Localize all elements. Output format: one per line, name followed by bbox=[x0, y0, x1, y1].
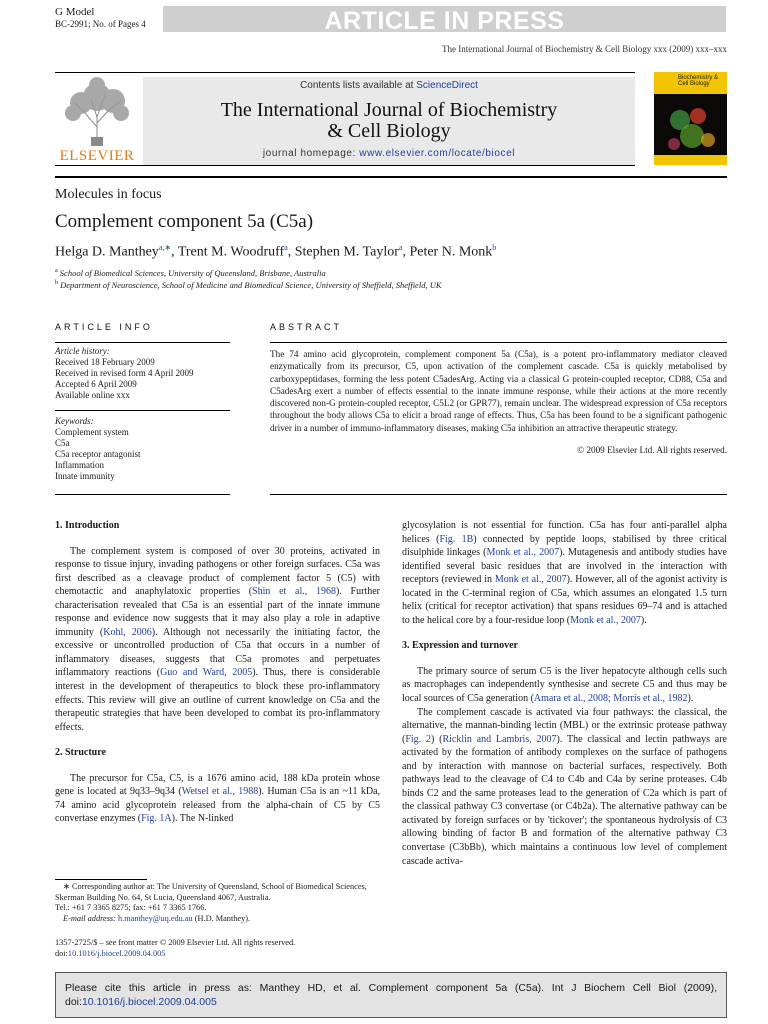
journal-header-panel bbox=[143, 77, 635, 165]
author-sup[interactable]: a bbox=[398, 243, 403, 252]
elsevier-wordmark: ELSEVIER bbox=[59, 148, 135, 164]
info-end-rule bbox=[55, 494, 230, 495]
keyword-item: C5a receptor antagonist bbox=[55, 449, 141, 459]
header-rule-bottom bbox=[55, 165, 635, 166]
journal-title-line2: & Cell Biology bbox=[327, 120, 451, 142]
sciencedirect-link[interactable]: ScienceDirect bbox=[416, 80, 478, 91]
text-run: ). Human C5a is an ~11 kDa, 74 amino acid glycoprotein released from the alpha-chain of C5 by C5 convertase enzymes ( bbox=[55, 786, 381, 825]
abstract-text: The 74 amino acid glycoprotein, complement component 5a (C5a), is a potent pro-inflammatory mediator cleaved enzymatically from its precursor, C5, upon activation of the complement cascade. C5a is quickly metabolised by carboxypeptidases, forming the less potent C5adesArg. Acting via a classical G protein-coupled receptor, CD88, C5a and C5adesArg exert a number of effects essential to the innate immune response, while their actions at the more recently discovered non-G protein-coupled receptor, C5L2 (or GPR77), remain unclear. The widespread expression of C5a receptors throughout the body allows C5a to elicit a broad range of effects. Thus, C5a has been found to be a significant pathogenic driver in a number of immuno-inflammatory diseases, making C5a inhibition an attractive therapeutic strategy. bbox=[270, 349, 727, 433]
left-column bbox=[55, 519, 380, 826]
tree-icon bbox=[55, 77, 139, 147]
keywords-rule bbox=[55, 410, 230, 411]
copyright: © 2009 Elsevier Ltd. All rights reserved. bbox=[577, 445, 727, 455]
keywords bbox=[55, 416, 230, 482]
figure-link[interactable]: Fig. 1B bbox=[439, 533, 474, 545]
text-run: ). Thus, there is considerable interest in the development of therapeutics to block these pro-inflammatory effects. This review will give an outline of current knowledge on C5a and the therapeutic strategies that have been developed to combat its pro-inflammatory effects. bbox=[55, 667, 381, 733]
citation-link[interactable]: Shin et al., 1968 bbox=[252, 586, 336, 598]
homepage-link[interactable]: www.elsevier.com/locate/biocel bbox=[359, 148, 516, 159]
info-rule bbox=[55, 342, 230, 343]
article-title: Complement component 5a (C5a) bbox=[55, 211, 314, 232]
affil-sup: b bbox=[55, 280, 58, 287]
doi-link[interactable]: 10.1016/j.biocel.2009.04.005 bbox=[67, 949, 166, 958]
heading-expression: 3. Expression and turnover bbox=[402, 640, 518, 652]
affil-text: Department of Neuroscience, School of Medicine and Biomedical Science, University of Sheffield, Sheffield, UK bbox=[60, 280, 442, 290]
affiliation-a bbox=[55, 268, 326, 278]
citation-link[interactable]: Ricklin and Lambris, 2007 bbox=[442, 733, 557, 745]
text-run: The primary source of serum C5 is the liver hepatocyte although cells such as macrophages can independently synthesise and secrete C5 and thus may be local sources of C5a generation ( bbox=[402, 665, 727, 705]
contents-prefix: Contents lists available at bbox=[300, 80, 417, 91]
article-history bbox=[55, 346, 230, 401]
email-label: E-mail address: bbox=[63, 913, 118, 923]
keyword-item: Complement system bbox=[55, 427, 129, 437]
figure-link[interactable]: Fig. 2 bbox=[405, 733, 431, 745]
author-list: Helga D. Manthey$^{a,∗}$, Trent M. Woodruff$^a$, Stephen M. Taylor$^a$, Peter N. Monk$^b$ bbox=[55, 243, 497, 260]
doi-line bbox=[55, 948, 380, 959]
keywords-label: Keywords: bbox=[55, 416, 94, 426]
abstract-end-rule bbox=[270, 494, 727, 495]
text-run: The precursor for C5a, C5, is a 1676 amino acid, 188 kDa protein whose gene is located at 9q33–9q34 ( bbox=[55, 772, 380, 798]
cover-art-icon bbox=[662, 100, 720, 156]
abstract-rule bbox=[270, 342, 727, 343]
footnote-address: ∗ Corresponding author at: The University of Queensland, School of Biomedical Sciences, Skerman Building No. 64, St Lucia, Queensland 4067, Australia. bbox=[55, 882, 367, 902]
text-run: ) ( bbox=[430, 733, 443, 745]
paragraph-expression-1 bbox=[402, 665, 727, 706]
author-sup[interactable]: b bbox=[492, 243, 497, 252]
paragraph-expression-2 bbox=[402, 706, 727, 869]
affiliation-b bbox=[55, 280, 442, 290]
header-rule-top bbox=[55, 72, 635, 73]
author-name[interactable]: Trent M. Woodruff bbox=[177, 244, 285, 260]
footnote-tel: Tel.: +61 7 3365 8275; fax: +61 7 3365 1766. bbox=[55, 903, 207, 912]
banner-text: ARTICLE IN PRESS bbox=[324, 7, 565, 35]
cover-title-line2: Cell Biology bbox=[678, 81, 710, 87]
history-item: Received in revised form 4 April 2009 bbox=[55, 368, 194, 378]
journal-homepage bbox=[143, 148, 635, 159]
history-item: Accepted 6 April 2009 bbox=[55, 379, 137, 389]
citation-doi-link[interactable]: 10.1016/j.biocel.2009.04.005 bbox=[81, 996, 217, 1008]
abstract-heading: ABSTRACT bbox=[270, 322, 343, 332]
article-info-heading: ARTICLE INFO bbox=[55, 322, 153, 332]
citation-link[interactable]: Wetsel et al., 1988 bbox=[181, 786, 259, 798]
text-run: The complement cascade is activated via four pathways: the classical, the alternative, the mannan-binding lectin (MBL) or the extrinsic protease pathway ( bbox=[402, 706, 727, 745]
history-label: Article history: bbox=[55, 346, 110, 356]
text-run: ). bbox=[640, 614, 647, 626]
text-run: glycosylation is not essential for function. C5a has four anti-parallel alpha helices ( bbox=[402, 520, 727, 545]
right-column bbox=[402, 519, 727, 868]
journal-title bbox=[143, 100, 635, 142]
journal-cover-thumbnail bbox=[654, 72, 727, 165]
heading-structure: 2. Structure bbox=[55, 747, 106, 759]
issn-block bbox=[55, 937, 380, 959]
citation-link[interactable]: Guo and Ward, 2005 bbox=[160, 667, 253, 679]
cover-footer bbox=[654, 155, 727, 165]
text-run: ). bbox=[687, 693, 694, 705]
doi-label: doi: bbox=[55, 949, 68, 958]
author-name[interactable]: Stephen M. Taylor bbox=[294, 244, 399, 260]
text-run: The complement system is composed of over 30 proteins, activated in response to tissue injury, invading pathogens or other foreign surfaces. C5a was first described as a cleavage product of complement factor 5 (C5) with chemotactic and anaphylatoxic properties ( bbox=[55, 545, 380, 598]
g-model-label: G Model bbox=[55, 6, 95, 18]
text-run: ). However, all of the agonist activity is located in the C-terminal region of C5a, which assumes an elongated 1.5 turn helix (critical for receptor activation) that spans residues 69–74 and is attached to the helical core by a four-residue loop ( bbox=[402, 574, 728, 626]
article-in-press-banner bbox=[163, 6, 726, 35]
author-sup[interactable]: a,∗ bbox=[158, 243, 172, 252]
text-run: ). Mutagenesis and antibody studies have identified several basic residues that are involved in the interaction with receptors (reviewed in bbox=[402, 547, 727, 586]
keyword-item: Inflammation bbox=[55, 460, 104, 470]
paragraph-structure-continued bbox=[402, 519, 727, 627]
citation-link[interactable]: Monk et al., 2007 bbox=[570, 614, 641, 626]
footnote-email bbox=[55, 914, 380, 925]
cover-title-line1: Biochemistry & bbox=[678, 75, 719, 81]
keyword-item: C5a bbox=[55, 438, 70, 448]
author-name[interactable]: Helga D. Manthey bbox=[55, 244, 159, 260]
section-label: Molecules in focus bbox=[55, 187, 162, 202]
keyword-item: Innate immunity bbox=[55, 471, 115, 481]
text-run: ). The classical and lectin pathways are activated by the formation of antibody complexes on the surface of pathogens and by interaction with mannose on bacterial surfaces, respectively. Both pathways lead to the cleavage of C4 to C4b and C4a by serine proteases. C4b binds C2 and the same proteases lead to the generation of C2a which is part of the classical pathway C3 convertase (or C4b2a). The alternative pathway can be activated by foreign surfaces or by 'tickover'; the spontaneous hydrolysis of C3 allowing binding of factor B and formation of the alternative pathway C3 convertase (C3bBb), which maintains a continuous low level of complement cascade activa- bbox=[402, 733, 727, 867]
header-thick-rule bbox=[55, 176, 727, 178]
citation-link[interactable]: Amara et al., 2008; Morris et al., 1982 bbox=[533, 693, 688, 705]
journal-title-line1: The International Journal of Biochemistry bbox=[220, 99, 558, 121]
citation-link[interactable]: Kohl, 2006 bbox=[103, 626, 152, 638]
journal-reference: The International Journal of Biochemistry & Cell Biology xxx (2009) xxx–xxx bbox=[442, 44, 727, 54]
email-link[interactable]: h.manthey@uq.edu.au bbox=[118, 913, 193, 923]
text-run: ) connected by peptide loops, stabilised by three critical disulphide linkages ( bbox=[402, 533, 728, 559]
figure-link[interactable]: Fig. 1A bbox=[141, 813, 172, 825]
footnote-rule bbox=[55, 879, 147, 880]
text-run: ). Further characterisation revealed that C5a is an essential part of the innate immune response and evidence now suggests that it may also play a role in adaptive immunity ( bbox=[55, 586, 380, 638]
cover-title bbox=[678, 75, 718, 87]
article-code: BC-2991; No. of Pages 4 bbox=[55, 19, 146, 29]
affil-sup: a bbox=[55, 268, 58, 275]
text-run: ). The N-linked bbox=[171, 813, 234, 825]
issn-line: 1357-2725/$ – see front matter © 2009 Elsevier Ltd. All rights reserved. bbox=[55, 938, 296, 947]
author-sup[interactable]: a bbox=[284, 243, 288, 252]
citation-text: Please cite this article in press as: Manthey HD, et al. Complement component 5a (C5a). Int J Biochem Cell Biol (2009), doi: bbox=[65, 982, 717, 1008]
corresponding-author-footnote bbox=[55, 882, 380, 924]
paragraph-structure bbox=[55, 772, 380, 826]
paragraph-introduction bbox=[55, 545, 380, 735]
author-name[interactable]: Peter N. Monk bbox=[409, 244, 493, 260]
citation-link[interactable]: Monk et al., 2007 bbox=[494, 574, 567, 586]
history-item: Received 18 February 2009 bbox=[55, 357, 155, 367]
contents-line bbox=[143, 80, 635, 91]
citation-box bbox=[55, 972, 727, 1018]
history-item: Available online xxx bbox=[55, 390, 130, 400]
affil-text: School of Biomedical Sciences, University of Queensland, Brisbane, Australia bbox=[59, 268, 326, 278]
citation-link[interactable]: Monk et al., 2007 bbox=[486, 547, 560, 559]
elsevier-logo bbox=[55, 77, 139, 165]
email-suffix: (H.D. Manthey). bbox=[192, 913, 251, 923]
text-run: ). Although not necessarily the initiating factor, the excessive or uncontrolled production of C5a that occurs in a number of inflammatory diseases, suggests that C5a promotes and perpetuates inflammatory reactions ( bbox=[55, 626, 381, 679]
homepage-prefix: journal homepage: bbox=[262, 148, 360, 159]
heading-introduction: 1. Introduction bbox=[55, 520, 120, 531]
